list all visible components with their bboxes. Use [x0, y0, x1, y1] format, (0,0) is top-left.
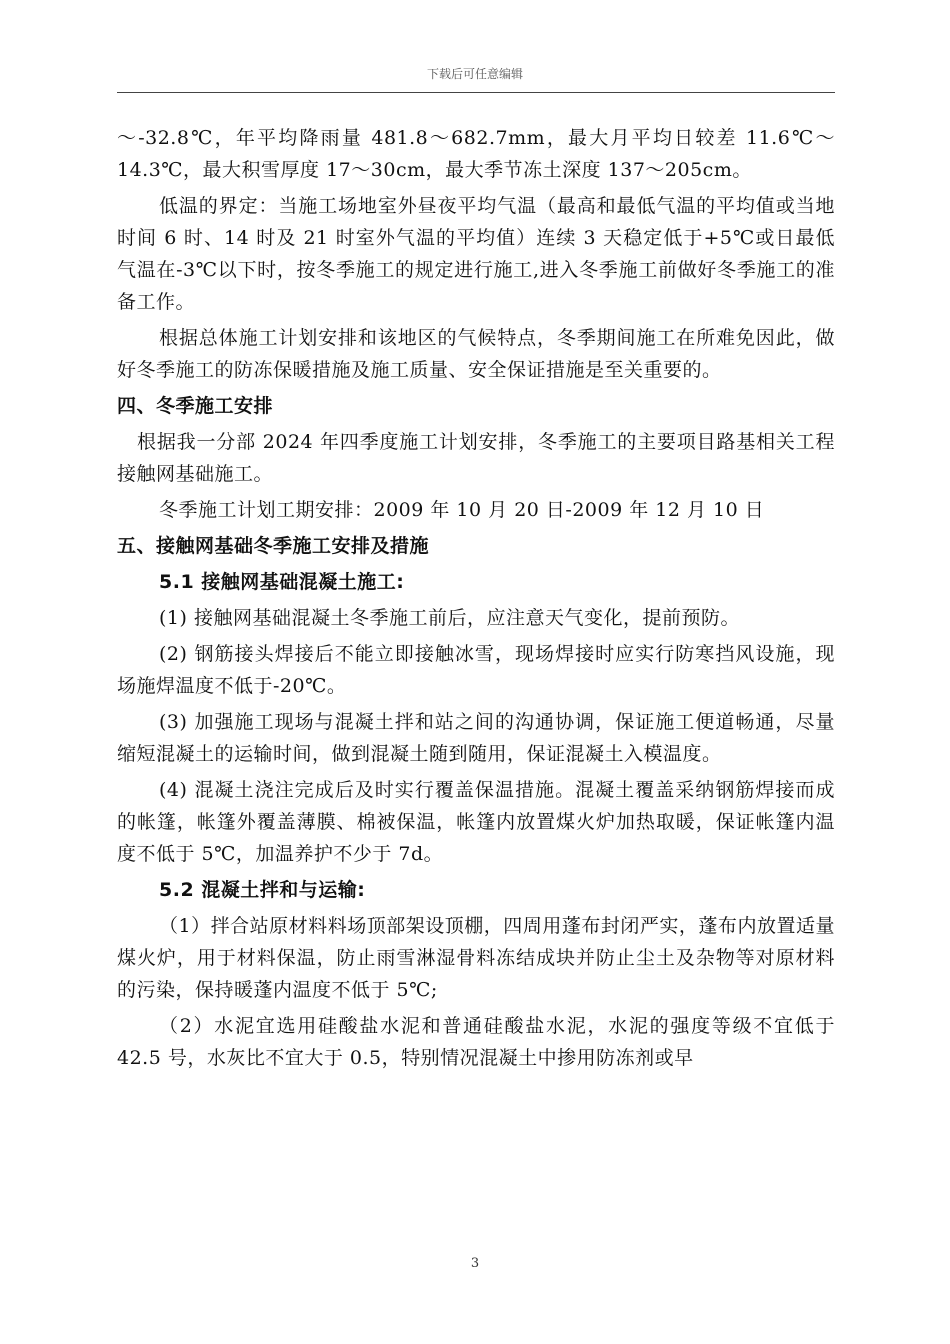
section-heading-4: 四、冬季施工安排	[117, 395, 274, 417]
page-header: 下载后可任意编辑	[426, 67, 523, 81]
paragraph-winter-plan: 根据我一分部 2024 年四季度施工计划安排，冬季施工的主要项目路基相关工程接触网基础施工。	[117, 431, 835, 485]
header-divider	[117, 92, 835, 93]
document-body	[117, 122, 835, 1078]
paragraph-low-temp-definition: 低温的界定：当施工场地室外昼夜平均气温（最高和最低气温的平均值或当地时间 6 时、14 时及 21 时室外气温的平均值）连续 3 天稳定低于+5℃或日最低气温在-3℃以下时，按冬季施工的规定进行施工,进入冬季施工前做好冬季施工的准备工作。	[117, 195, 835, 313]
list-item-5-1-1: (1) 接触网基础混凝土冬季施工前后，应注意天气变化，提前预防。	[159, 607, 740, 629]
subsection-heading-5-1: 5.1 接触网基础混凝土施工:	[159, 571, 405, 593]
list-item-5-2-1: （1）拌合站原材料料场顶部架设顶棚，四周用蓬布封闭严实，蓬布内放置适量煤火炉，用于材料保温，防止雨雪淋湿骨料冻结成块并防止尘土及杂物等对原材料的污染，保持暖蓬内温度不低于 5℃;	[117, 915, 835, 1001]
list-item-5-1-2: (2) 钢筋接头焊接后不能立即接触冰雪，现场焊接时应实行防寒挡风设施，现场施焊温度不低于-20℃。	[117, 643, 835, 697]
page-number: 3	[470, 1256, 480, 1271]
paragraph-schedule: 冬季施工计划工期安排：2009 年 10 月 20 日-2009 年 12 月 10 日	[159, 499, 765, 521]
list-item-5-2-2: （2）水泥宜选用硅酸盐水泥和普通硅酸盐水泥，水泥的强度等级不宜低于 42.5 号，水灰比不宜大于 0.5，特别情况混凝土中掺用防冻剂或早	[117, 1015, 835, 1069]
section-heading-5: 五、接触网基础冬季施工安排及措施	[117, 535, 430, 557]
subsection-heading-5-2: 5.2 混凝土拌和与运输:	[159, 879, 366, 901]
list-item-5-1-4: (4) 混凝土浇注完成后及时实行覆盖保温措施。混凝土覆盖采纳钢筋焊接而成的帐篷，帐篷外覆盖薄膜、棉被保温，帐篷内放置煤火炉加热取暖，保证帐篷内温度不低于 5℃，加温养护不少于 7d。	[117, 779, 835, 865]
paragraph-climate-data: ～-32.8℃，年平均降雨量 481.8～682.7mm，最大月平均日较差 11.6℃～14.3℃，最大积雪厚度 17～30cm，最大季节冻土深度 137～205cm。	[117, 127, 835, 181]
list-item-5-1-3: (3) 加强施工现场与混凝土拌和站之间的沟通协调，保证施工便道畅通，尽量缩短混凝土的运输时间，做到混凝土随到随用，保证混凝土入模温度。	[117, 711, 835, 765]
paragraph-winter-importance: 根据总体施工计划安排和该地区的气候特点，冬季期间施工在所难免因此，做好冬季施工的防冻保暖措施及施工质量、安全保证措施是至关重要的。	[117, 327, 835, 381]
